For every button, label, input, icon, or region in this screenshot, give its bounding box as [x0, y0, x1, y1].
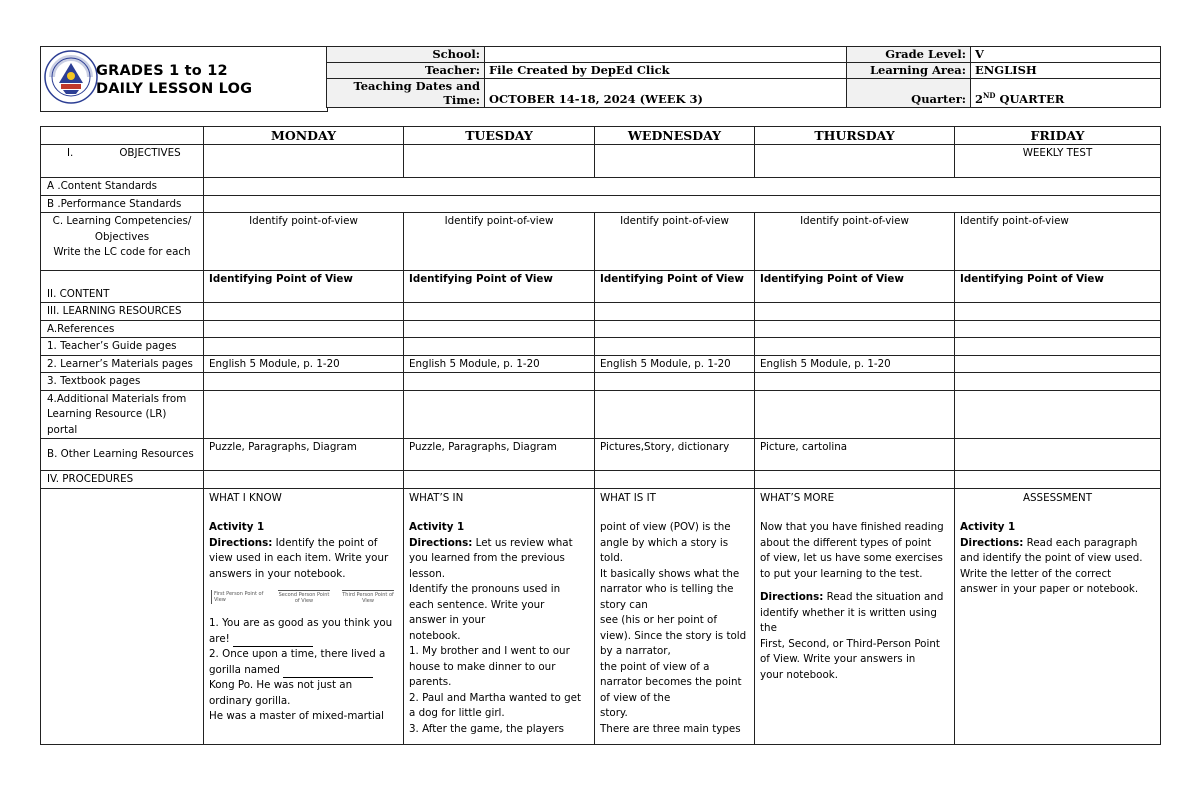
header-title-line2: DAILY LESSON LOG — [96, 81, 253, 97]
content-label: II. CONTENT — [41, 271, 204, 303]
monday-heading: WHAT I KNOW — [209, 491, 282, 504]
learning-area-value: ENGLISH — [971, 63, 1161, 79]
other-resources-cell — [955, 439, 1161, 471]
learners-materials-cell — [955, 355, 1161, 373]
monday-activity: Activity 1 — [209, 521, 265, 533]
competency-cell: Identify point-of-view — [755, 213, 955, 271]
content-cell: Identifying Point of View — [595, 271, 755, 303]
grade-level-value: V — [971, 47, 1161, 63]
competency-cell: Identify point-of-view — [955, 213, 1161, 271]
teacher-value: File Created by DepEd Click — [485, 63, 847, 79]
procedures-label: IV. PROCEDURES — [41, 471, 204, 489]
references-row — [41, 320, 1161, 338]
teachers-guide-label: 1. Teacher’s Guide pages — [41, 338, 204, 356]
learners-materials-cell: English 5 Module, p. 1-20 — [404, 355, 595, 373]
day-header: FRIDAY — [955, 127, 1161, 145]
content-cell: Identifying Point of View — [404, 271, 595, 303]
tuesday-procedure: WHAT’S IN Activity 1 Directions: Let us review what you learned from the previous lesson. Identify the pronouns used in each sentence. Write your answer in your notebook. 1. My brother and I went to our house to make dinner to our parents. 2. Paul and Martha wanted to get a dog for little girl. 3. After the game, the players — [404, 488, 595, 744]
school-label: School: — [327, 47, 485, 63]
learners-materials-cell: English 5 Module, p. 1-20 — [595, 355, 755, 373]
tuesday-heading: WHAT’S IN — [409, 491, 464, 504]
teacher-label: Teacher: — [327, 63, 485, 79]
thursday-heading: WHAT’S MORE — [760, 491, 835, 504]
references-label: A.References — [41, 320, 204, 338]
competency-cell: Identify point-of-view — [595, 213, 755, 271]
additional-materials-label: 4.Additional Materials from Learning Resource (LR) portal — [41, 390, 204, 439]
header-info-table — [326, 46, 1161, 108]
content-cell: Identifying Point of View — [955, 271, 1161, 303]
pov-choice: First Person Point of View — [211, 590, 266, 604]
friday-procedure: ASSESSMENT Activity 1 Directions: Read each paragraph and identify the point of view used. Write the letter of the correct answer in your paper or notebook. — [955, 488, 1161, 744]
other-resources-cell: Pictures,Story, dictionary — [595, 439, 755, 471]
grade-level-label: Grade Level: — [847, 47, 971, 63]
objectives-row — [41, 145, 1161, 178]
additional-materials-row — [41, 390, 1161, 439]
other-resources-cell: Puzzle, Paragraphs, Diagram — [204, 439, 404, 471]
header-title-line1: GRADES 1 to 12 — [96, 63, 228, 79]
competency-cell: Identify point-of-view — [204, 213, 404, 271]
competency-cell: Identify point-of-view — [404, 213, 595, 271]
learners-materials-row — [41, 355, 1161, 373]
content-cell: Identifying Point of View — [755, 271, 955, 303]
day-header: MONDAY — [204, 127, 404, 145]
performance-standards-label: B .Performance Standards — [41, 195, 204, 213]
other-resources-cell: Puzzle, Paragraphs, Diagram — [404, 439, 595, 471]
learners-materials-label: 2. Learner’s Materials pages — [41, 355, 204, 373]
competencies-row — [41, 213, 1161, 271]
header — [40, 46, 1160, 112]
friday-heading: ASSESSMENT — [1022, 491, 1093, 504]
teaching-dates-label: Teaching Dates and Time: — [327, 79, 485, 108]
textbook-pages-label: 3. Textbook pages — [41, 373, 204, 391]
pov-choices-image — [211, 590, 398, 604]
school-value — [485, 47, 847, 63]
lesson-log-table — [40, 126, 1161, 745]
friday-activity: Activity 1 — [960, 521, 1016, 533]
content-standards-label: A .Content Standards — [41, 178, 204, 196]
corner-cell — [41, 127, 204, 145]
header-title-box — [40, 46, 328, 112]
content-standards-row — [41, 178, 1161, 196]
content-row — [41, 271, 1161, 303]
day-header: WEDNESDAY — [595, 127, 755, 145]
other-resources-cell: Picture, cartolina — [755, 439, 955, 471]
learners-materials-cell: English 5 Module, p. 1-20 — [204, 355, 404, 373]
wednesday-heading: WHAT IS IT — [600, 491, 656, 504]
content-cell: Identifying Point of View — [204, 271, 404, 303]
other-resources-label: B. Other Learning Resources — [41, 439, 204, 471]
wednesday-procedure: WHAT IS IT point of view (POV) is the angle by which a story is told. It basically shows what the narrator who is telling the story can see (his or her point of view). Since the story is told by a narrator, the point of view of a narrator becomes the point of view of the story. There are three main types — [595, 488, 755, 744]
friday-weekly-test: WEEKLY TEST — [955, 145, 1161, 178]
learning-resources-row — [41, 303, 1161, 321]
thursday-procedure: WHAT’S MORE Now that you have finished reading about the different types of point of view, let us have some exercises to put your learning to the test. Directions: Read the situation and identify whether it is written using the First, Second, or Third-Person Point of View. Write your answers in your notebook. — [755, 488, 955, 744]
day-header: TUESDAY — [404, 127, 595, 145]
procedures-row — [41, 471, 1161, 489]
other-resources-row — [41, 439, 1161, 471]
learning-area-label: Learning Area: — [847, 63, 971, 79]
learners-materials-cell: English 5 Module, p. 1-20 — [755, 355, 955, 373]
teaching-dates-value: OCTOBER 14-18, 2024 (WEEK 3) — [485, 79, 847, 108]
tuesday-activity: Activity 1 — [409, 521, 465, 533]
day-header: THURSDAY — [755, 127, 955, 145]
teachers-guide-row — [41, 338, 1161, 356]
pov-choice: Third Person Point of View — [342, 592, 394, 604]
procedures-content-row — [41, 488, 1161, 744]
competencies-label: C. Learning Competencies/ Objectives Write the LC code for each — [41, 213, 204, 271]
quarter-value: 2ND QUARTER — [971, 79, 1161, 108]
deped-seal-icon — [43, 49, 99, 105]
textbook-pages-row — [41, 373, 1161, 391]
learning-resources-label: III. LEARNING RESOURCES — [41, 303, 204, 321]
quarter-label: Quarter: — [847, 79, 971, 108]
performance-standards-row — [41, 195, 1161, 213]
monday-procedure: WHAT I KNOW Activity 1 Directions: Identify the point of view used in each item. Write your answers in your notebook. First Person Point of View Second Person Point of View Third Person Point of View 1. You are as good as you think you are! 2. Once upon a time, there lived a gorilla named Kong Po. He was not just an ordinary gorilla. He was a master of mixed-martial — [204, 488, 404, 744]
objectives-label: I. OBJECTIVES — [41, 145, 204, 178]
day-header-row — [41, 127, 1161, 145]
pov-choice: Second Person Point of View — [278, 592, 330, 604]
